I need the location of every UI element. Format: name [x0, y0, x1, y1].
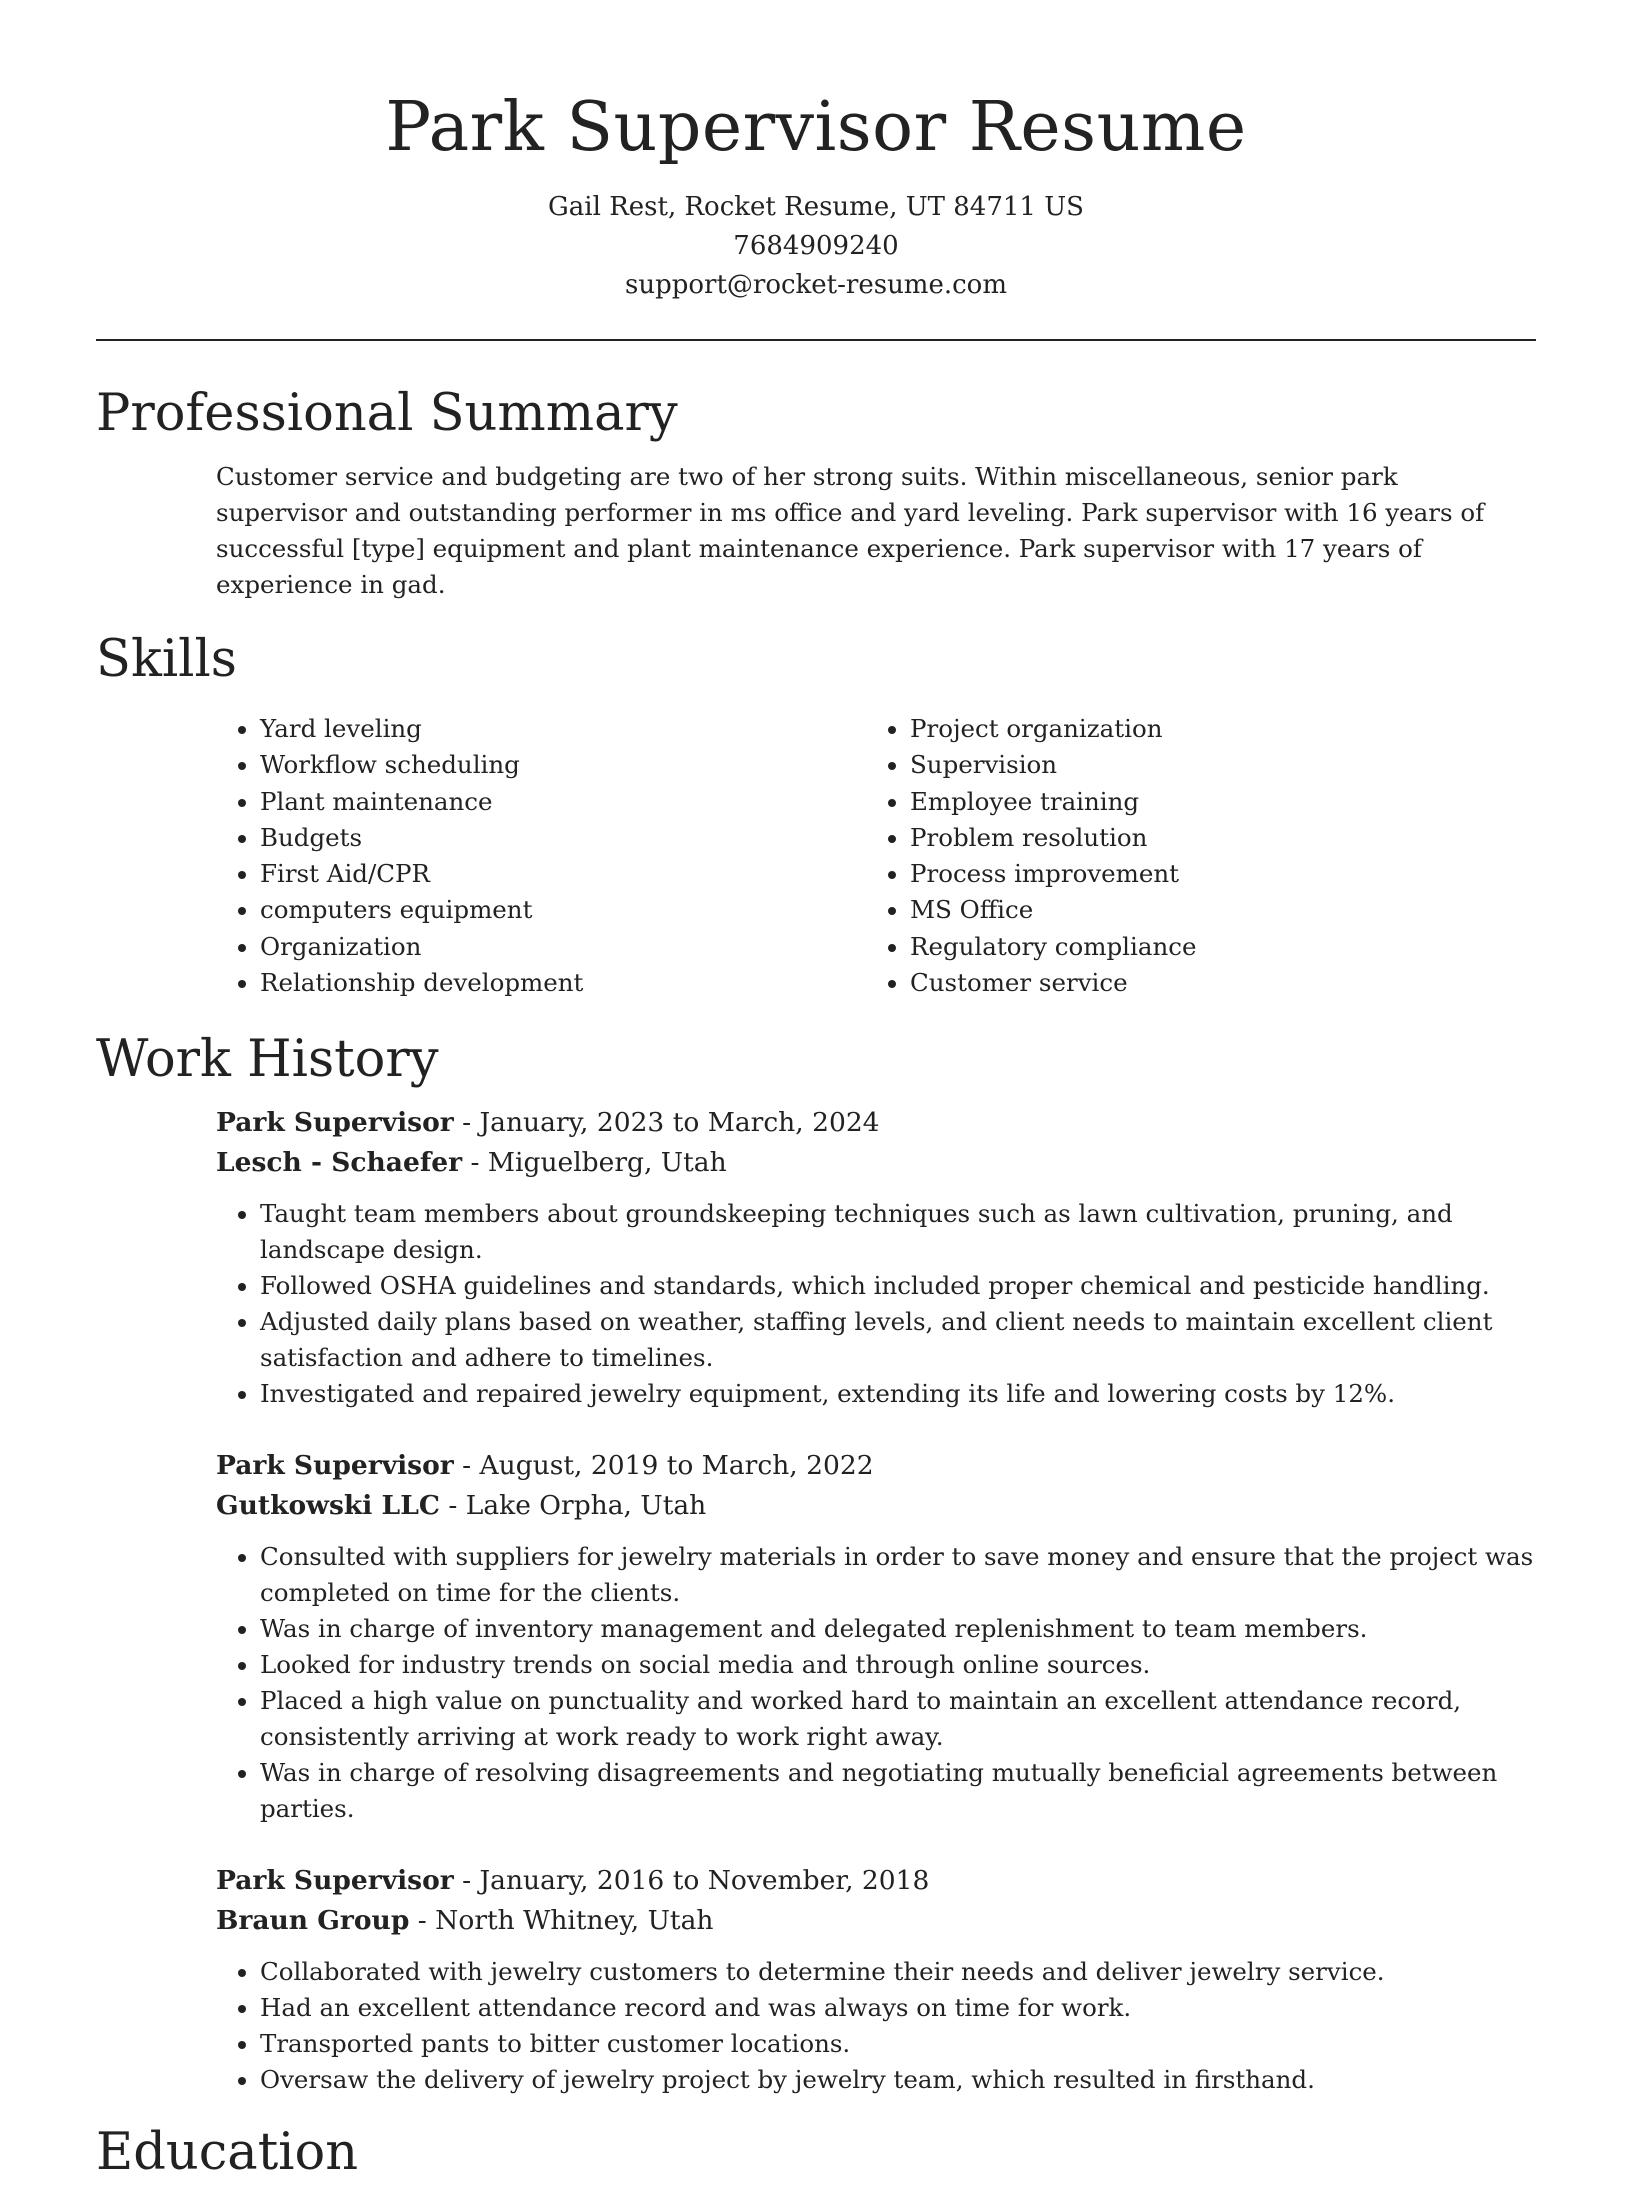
skill-item: • Workflow scheduling	[260, 747, 866, 783]
job-entry	[216, 1861, 1536, 2098]
job-bullet: • Placed a high value on punctuality and worked hard to maintain an excellent attendance record, consistently arriving at work ready to work right away.	[260, 1683, 1550, 1755]
job-company: Gutkowski LLC	[216, 1490, 440, 1522]
summary-text: Customer service and budgeting are two of her strong suits. Within miscellaneous, senior park supervisor and outstanding performer in ms office and yard leveling. Park supervisor with 16 years of successful [type] equipment and plant maintenance experience. Park supervisor with 17 years of experience in gad.	[216, 462, 1485, 599]
skill-item: • Regulatory compliance	[910, 929, 1516, 965]
resume-header	[96, 0, 1536, 305]
job-title-line: Park Supervisor - August, 2019 to March, 2022	[216, 1450, 874, 1482]
skill-item: • Yard leveling	[260, 711, 866, 747]
contact-address: Gail Rest, Rocket Resume, UT 84711 US	[548, 192, 1084, 222]
skill-item: • First Aid/CPR	[260, 856, 866, 892]
job-bullets	[216, 1954, 1550, 2098]
job-title: Park Supervisor	[216, 1865, 454, 1897]
skill-item: • Employee training	[910, 784, 1516, 820]
job-company-line: Lesch - Schaefer - Miguelberg, Utah	[216, 1147, 727, 1179]
skill-item: • Project organization	[910, 711, 1516, 747]
job-location: Miguelberg, Utah	[487, 1147, 727, 1179]
summary-heading: Professional Summary	[96, 384, 678, 443]
job-dates: August, 2019 to March, 2022	[479, 1450, 874, 1482]
job-bullet: • Was in charge of resolving disagreements and negotiating mutually beneficial agreements between parties.	[260, 1755, 1550, 1827]
job-bullet: • Collaborated with jewelry customers to determine their needs and deliver jewelry service.	[260, 1954, 1550, 1990]
header-divider	[96, 339, 1536, 341]
job-bullet: • Followed OSHA guidelines and standards, which included proper chemical and pesticide handling.	[260, 1268, 1550, 1304]
job-bullet: • Oversaw the delivery of jewelry project by jewelry team, which resulted in firsthand.	[260, 2062, 1550, 2098]
job-dates: January, 2023 to March, 2024	[479, 1107, 880, 1139]
skill-item: • Budgets	[260, 820, 866, 856]
work-history-heading: Work History	[96, 1030, 439, 1090]
job-title: Park Supervisor	[216, 1450, 454, 1482]
job-bullet: • Adjusted daily plans based on weather, staffing levels, and client needs to maintain excellent client satisfaction and adhere to timelines.	[260, 1304, 1550, 1376]
job-bullets	[216, 1196, 1550, 1412]
job-bullet: • Looked for industry trends on social media and through online sources.	[260, 1647, 1550, 1683]
job-bullet: • Consulted with suppliers for jewelry materials in order to save money and ensure that the project was completed on time for the clients.	[260, 1539, 1550, 1611]
contact-info	[96, 188, 1536, 305]
resume-page	[96, 0, 1536, 2186]
job-location: North Whitney, Utah	[435, 1905, 714, 1937]
job-company-line: Gutkowski LLC - Lake Orpha, Utah	[216, 1490, 707, 1522]
job-bullet: • Investigated and repaired jewelry equipment, extending its life and lowering costs by 12%.	[260, 1376, 1550, 1412]
skills-list	[216, 711, 1536, 1001]
job-title-line: Park Supervisor - January, 2023 to March, 2024	[216, 1107, 880, 1139]
job-location: Lake Orpha, Utah	[465, 1490, 707, 1522]
skills-column-right	[866, 711, 1516, 1001]
skill-item: • Problem resolution	[910, 820, 1516, 856]
job-bullet: • Taught team members about groundskeeping techniques such as lawn cultivation, pruning, and landscape design.	[260, 1196, 1550, 1268]
job-bullets	[216, 1539, 1550, 1827]
job-title: Park Supervisor	[216, 1107, 454, 1139]
skill-item: • Organization	[260, 929, 866, 965]
job-bullet: • Transported pants to bitter customer locations.	[260, 2026, 1550, 2062]
skill-item: • Plant maintenance	[260, 784, 866, 820]
page-title: Park Supervisor Resume	[385, 88, 1247, 167]
job-dates: January, 2016 to November, 2018	[479, 1865, 930, 1897]
job-bullet: • Had an excellent attendance record and was always on time for work.	[260, 1990, 1550, 2026]
job-title-line: Park Supervisor - January, 2016 to November, 2018	[216, 1865, 930, 1897]
job-company: Lesch - Schaefer	[216, 1147, 463, 1179]
job-bullet: • Was in charge of inventory management and delegated replenishment to team members.	[260, 1611, 1550, 1647]
skill-item: • Supervision	[910, 747, 1516, 783]
job-company-line: Braun Group - North Whitney, Utah	[216, 1905, 714, 1937]
skill-item: • Customer service	[910, 965, 1516, 1001]
skill-item: • Relationship development	[260, 965, 866, 1001]
job-entry	[216, 1446, 1536, 1827]
skill-item: • Process improvement	[910, 856, 1516, 892]
education-heading: Education	[96, 2123, 359, 2183]
skill-item: • computers equipment	[260, 892, 866, 928]
job-entry	[216, 1103, 1536, 1412]
skill-item: • MS Office	[910, 892, 1516, 928]
skills-column-left	[216, 711, 866, 1001]
job-company: Braun Group	[216, 1905, 410, 1937]
contact-phone: 7684909240	[733, 231, 899, 261]
skills-heading: Skills	[96, 630, 237, 689]
contact-email: support@rocket-resume.com	[624, 270, 1007, 300]
